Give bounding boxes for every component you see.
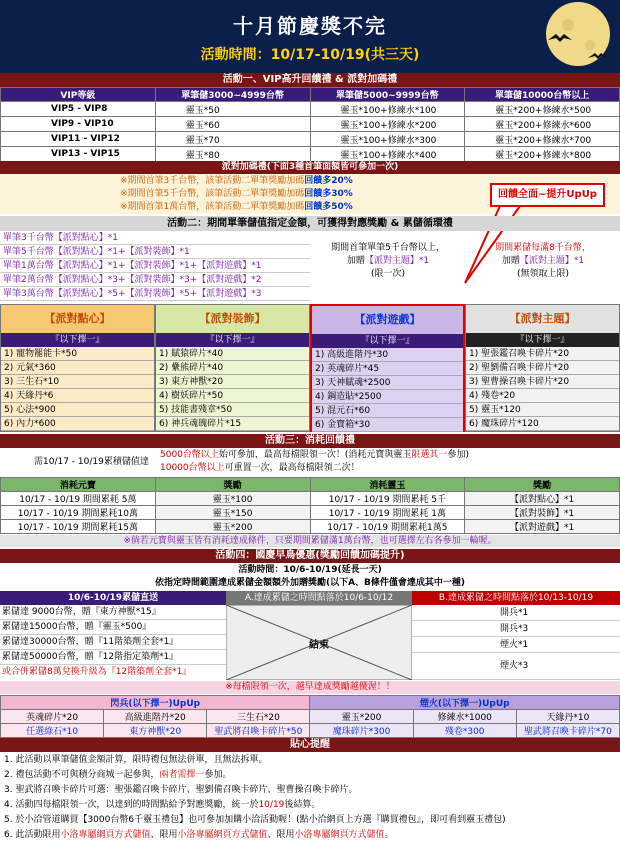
vip-row bbox=[1, 132, 620, 147]
note-text: 3. 聖武將召喚卡碎片可選：聖張鑑召喚卡碎片、聖劉備召喚卡碎片、聖曹操召喚卡碎片。 bbox=[4, 785, 358, 795]
upup-cell: 三生石*20 bbox=[207, 710, 310, 724]
vip-header-cell: 單筆儲5000~9999台幣 bbox=[310, 88, 465, 102]
upup-cell: 魔珠碎片*300 bbox=[310, 724, 413, 738]
consume-cell: 10/17 - 10/19 期間累耗15萬 bbox=[1, 520, 156, 534]
bonus-title: 派對加碼禮(下面3種首筆面額皆可參加一次) bbox=[0, 161, 620, 174]
vip-reward-cell: 靈玉*100+修練水*400 bbox=[310, 147, 465, 162]
act3-title: 活動三：消耗回饋禮 bbox=[0, 434, 620, 448]
card-title: 【派對點心】 bbox=[1, 305, 154, 333]
vip-level-cell: VIP13 - VIP15 bbox=[1, 147, 156, 162]
upup-cell: 天緣丹*10 bbox=[516, 710, 619, 724]
act2-reward-list bbox=[0, 231, 310, 303]
note-item bbox=[4, 798, 616, 813]
vip-level-cell: VIP9 - VIP10 bbox=[1, 117, 156, 132]
act4-a-header: A.達成累儲之時間點落於10/6-10/12 bbox=[226, 591, 412, 605]
note-item bbox=[4, 753, 616, 768]
vip-reward-cell: 靈玉*80 bbox=[155, 147, 310, 162]
card-item: 3) 聖曹操召喚卡碎片*20 bbox=[466, 375, 619, 389]
vip-header-row bbox=[1, 88, 620, 102]
consume-cell: 【派對遊戲】*1 bbox=[465, 520, 620, 534]
act2-reward-item: 單筆5千台幣【派對點心】*1+【派對裝飾】*1 bbox=[0, 245, 310, 259]
vip-header-cell: VIP等級 bbox=[1, 88, 156, 102]
note-text: 1. 此活動以單筆儲值金額計算，限時禮包無法併單，且無法拆單。 bbox=[4, 755, 268, 765]
note-item bbox=[4, 813, 616, 828]
vip-reward-cell: 靈玉*100+修練水*200 bbox=[310, 117, 465, 132]
card-1 bbox=[0, 304, 155, 432]
act4-b-list bbox=[412, 605, 620, 680]
bonus-item bbox=[120, 175, 353, 188]
callout-box: 回饋全面~提升UpUp bbox=[490, 183, 605, 207]
note-text: 後結算。 bbox=[284, 800, 321, 810]
card-2 bbox=[155, 304, 310, 432]
vip-reward-cell: 靈玉*60 bbox=[155, 117, 310, 132]
header-banner bbox=[0, 0, 620, 73]
upup-cell: 英魂碎片*20 bbox=[1, 710, 104, 724]
act4-direct-item: 累儲達50000台幣，贈『12階指定築劑*1』 bbox=[0, 650, 226, 665]
notes-title: 貼心提醒 bbox=[0, 738, 620, 752]
act4-combine-note: 或合併累儲8萬兌換升級為『12階築劑全套*1』 bbox=[2, 667, 192, 677]
act2-first-bonus bbox=[312, 242, 464, 281]
card-item: 5) 技能書殘章*50 bbox=[156, 403, 309, 417]
note-item bbox=[4, 783, 616, 798]
note-text: 10/19 bbox=[258, 800, 285, 810]
act4-direct-item: 累儲達 9000台幣，贈『東方神獸*15』 bbox=[0, 605, 226, 620]
card-subtitle: 『以下擇一』 bbox=[1, 333, 154, 347]
upup-cell: 修練水*1000 bbox=[413, 710, 516, 724]
vip-reward-cell: 靈玉*100+修練水*100 bbox=[310, 102, 465, 117]
upup-row bbox=[1, 710, 620, 724]
note-text: 、限用 bbox=[267, 830, 295, 840]
bonus-item bbox=[120, 201, 353, 214]
upup-row bbox=[1, 724, 620, 738]
card-item: 4) 天緣丹*6 bbox=[1, 389, 154, 403]
act3-rule-1-end: 參加) bbox=[447, 450, 469, 460]
upup-left-header: 閃兵(以下擇一)UpUp bbox=[1, 696, 310, 710]
bonus-text: ※期間首筆1萬台幣，該筆活動二單筆獎勵加碼 bbox=[120, 202, 305, 212]
consume-row bbox=[1, 506, 620, 520]
note-text: 。 bbox=[384, 830, 394, 840]
consume-row bbox=[1, 520, 620, 534]
consume-cell: 10/17 - 10/19 期間累耗 5萬 bbox=[1, 492, 156, 506]
act3-threshold-1: 5000台幣以上 bbox=[160, 450, 219, 460]
upup-table bbox=[0, 695, 620, 738]
note-text: 、限用 bbox=[150, 830, 178, 840]
act2-title: 活動二：期間單筆儲值指定金額，可獲得對應獎勵 & 累儲循環禮 bbox=[0, 216, 620, 231]
bonus-highlight: 回饋多20% bbox=[304, 176, 353, 186]
cumulative-bonus-line1: 期間累儲每滿8千台幣， bbox=[495, 243, 591, 253]
note-text: 小洛專屬網頁方式儲值 bbox=[177, 830, 268, 840]
card-item: 1) 賦猿碎片*40 bbox=[156, 347, 309, 361]
bonus-item bbox=[120, 188, 353, 201]
cumulative-bonus-limit: (無領取上限) bbox=[516, 269, 570, 279]
act2-reward-item: 單筆1萬台幣【派對點心】*1+【派對裝飾】*1+【派對遊戲】*1 bbox=[0, 259, 310, 273]
note-text: 2. 禮包活動不可與積分商城一起參與， bbox=[4, 770, 160, 780]
card-item: 4) 殘卷*20 bbox=[466, 389, 619, 403]
card-item: 3) 天神賦魂*2500 bbox=[312, 376, 463, 390]
act2-reward-item: 單筆2萬台幣【派對點心】*3+【派對裝飾】*3+【派對遊戲】*2 bbox=[0, 273, 310, 287]
act4-limit-note: ※每檔限領一次，越早達成獎勵越優渥！！ bbox=[0, 681, 620, 694]
consume-cell: 【派對點心】*1 bbox=[465, 492, 620, 506]
card-subtitle: 『以下擇一』 bbox=[312, 334, 463, 348]
vip-reward-cell: 靈玉*200+修練水*600 bbox=[465, 117, 620, 132]
act3-choose: 限選其一 bbox=[411, 450, 448, 460]
card-item: 2) 英魂碎片*45 bbox=[312, 362, 463, 376]
vip-reward-cell: 靈玉*200+修練水*700 bbox=[465, 132, 620, 147]
card-subtitle: 『以下擇一』 bbox=[466, 333, 619, 347]
vip-row bbox=[1, 102, 620, 117]
note-item bbox=[4, 828, 616, 843]
act4-desc: 依指定時間範圍達成累儲金額額外加贈獎勵(以下A、B條件僅會達成其中一種) bbox=[154, 578, 466, 588]
note-text: 兩者需擇一 bbox=[159, 770, 205, 780]
act2-cumulative-bonus bbox=[466, 242, 620, 281]
consume-header-row bbox=[1, 478, 620, 492]
act4-b-item: 煙火*3 bbox=[412, 653, 620, 680]
bonus-highlight: 回饋多30% bbox=[304, 189, 353, 199]
upup-cell: 任選綠石*10 bbox=[1, 724, 104, 738]
upup-cell: 高級進階丹*20 bbox=[104, 710, 207, 724]
act4-title: 活動四：國慶早鳥優惠(獎勵回饋加碼提升) bbox=[0, 549, 620, 563]
first-bonus-line1: 期間首筆單筆5千台幣以上， bbox=[331, 243, 445, 253]
card-item: 2) 聖劉備召喚卡碎片*20 bbox=[466, 361, 619, 375]
act3-threshold-2: 10000台幣以上 bbox=[160, 463, 225, 473]
act1-title: 活動一、VIP高升回饋禮 & 派對加碼禮 bbox=[0, 73, 620, 87]
vip-reward-cell: 靈玉*50 bbox=[155, 102, 310, 117]
upup-cell: 殘卷*300 bbox=[413, 724, 516, 738]
consume-header-cell: 消耗元寶 bbox=[1, 478, 156, 492]
moon-icon bbox=[528, 0, 620, 73]
page-title: 十月節慶獎不完 bbox=[233, 14, 387, 38]
note-text: 6. 此活動限用 bbox=[4, 830, 61, 840]
consume-cell: 靈玉*200 bbox=[155, 520, 310, 534]
act4-b-item: 煙火*1 bbox=[412, 637, 620, 653]
vip-reward-cell: 靈玉*200+修練水*500 bbox=[465, 102, 620, 117]
consume-cell: 10/17 - 10/19 期間累耗10萬 bbox=[1, 506, 156, 520]
note-text: 5. 於小洽管道購買【3000台幣6千靈玉禮包】也可參加加購小洽活動喔！(點小洽網頁上方選『購買禮包』，即可看到靈玉禮包) bbox=[4, 815, 506, 825]
card-4 bbox=[465, 304, 620, 432]
consume-cell: 【派對裝飾】*1 bbox=[465, 506, 620, 520]
card-item: 2) 元氣*360 bbox=[1, 361, 154, 375]
card-item: 1) 寵物罷能卡*50 bbox=[1, 347, 154, 361]
upup-header-row bbox=[1, 696, 620, 710]
card-item: 6) 金寶箱*30 bbox=[312, 418, 463, 432]
cumulative-bonus-item: 【派對主題】*1 bbox=[519, 256, 585, 266]
first-bonus-give: 加贈 bbox=[346, 256, 365, 266]
card-item: 2) 纍熊碎片*40 bbox=[156, 361, 309, 375]
event-period: 活動時間：10/17-10/19(共三天) bbox=[200, 47, 420, 63]
act4-direct-item: 累儲達30000台幣，贈『11階築劑全套*1』 bbox=[0, 635, 226, 650]
consume-header-cell: 獎勵 bbox=[155, 478, 310, 492]
consume-header-cell: 獎勵 bbox=[465, 478, 620, 492]
cumulative-bonus-give: 加贈 bbox=[501, 256, 520, 266]
vip-level-cell: VIP5 - VIP8 bbox=[1, 102, 156, 117]
card-title: 【派對裝飾】 bbox=[156, 305, 309, 333]
card-item: 5) 靈玉*120 bbox=[466, 403, 619, 417]
card-item: 3) 三生石*10 bbox=[1, 375, 154, 389]
act3-intro bbox=[0, 449, 620, 477]
act4-b-item: 開兵*1 bbox=[412, 605, 620, 621]
card-items bbox=[1, 347, 154, 431]
act4-direct-item: 累儲達15000台幣，贈『靈玉*500』 bbox=[0, 620, 226, 635]
upup-right-header: 煙火(以下擇一)UpUp bbox=[310, 696, 620, 710]
card-item: 6) 魔珠碎片*120 bbox=[466, 417, 619, 431]
act3-rule-2: 可重置一次，最高每檔限領二次！ bbox=[224, 463, 360, 473]
act4-direct-header: 10/6-10/19累儲直送 bbox=[0, 591, 226, 605]
act4-b-item: 開兵*3 bbox=[412, 621, 620, 637]
vip-header-cell: 單筆儲3000~4999台幣 bbox=[155, 88, 310, 102]
card-items bbox=[466, 347, 619, 431]
note-text: 參加。 bbox=[204, 770, 232, 780]
first-bonus-item: 【派對主題】*1 bbox=[364, 256, 430, 266]
first-bonus-limit: (限一次) bbox=[370, 269, 406, 279]
act2-reward-item: 單筆3萬台幣【派對點心】*5+【派對裝飾】*5+【派對遊戲】*3 bbox=[0, 287, 310, 301]
card-subtitle: 『以下擇一』 bbox=[156, 333, 309, 347]
card-title: 【派對主題】 bbox=[466, 305, 619, 333]
note-text: 小洛專屬網頁方式儲值 bbox=[294, 830, 385, 840]
vip-reward-cell: 靈玉*70 bbox=[155, 132, 310, 147]
consume-cell: 10/17 - 10/19 期間累耗 1萬 bbox=[310, 506, 465, 520]
consume-row bbox=[1, 492, 620, 506]
act3-intro-prefix: 需10/17 - 10/19累積儲值達 bbox=[34, 457, 149, 467]
vip-table bbox=[0, 87, 620, 162]
card-item: 4) 鋼造貼*2500 bbox=[312, 390, 463, 404]
bonus-text: ※期間首筆5千台幣，該筆活動二單筆獎勵加碼 bbox=[120, 189, 305, 199]
card-item: 4) 樹妖碎片*50 bbox=[156, 389, 309, 403]
card-items bbox=[312, 348, 463, 432]
act4-b-header: B.達成累儲之時間點落於10/13-10/19 bbox=[412, 591, 620, 605]
card-3 bbox=[310, 304, 465, 432]
card-item: 3) 東方神獸*20 bbox=[156, 375, 309, 389]
consume-cell: 靈玉*150 bbox=[155, 506, 310, 520]
act3-note: ※倘若元寶與靈玉皆有消耗達成條件，只要期間累儲滿1萬台幣，也可選擇左右各參加一輪喔。 bbox=[0, 535, 620, 547]
bonus-text: ※期間首筆3千台幣，該筆活動二單筆獎勵加碼 bbox=[120, 176, 305, 186]
act4-a-ended: 結束 bbox=[309, 640, 329, 651]
act2-reward-item: 單筆3千台幣【派對點心】*1 bbox=[0, 231, 310, 245]
card-items bbox=[156, 347, 309, 431]
card-item: 5) 心法*900 bbox=[1, 403, 154, 417]
vip-row bbox=[1, 147, 620, 162]
upup-cell: 聖武將召喚卡碎片*70 bbox=[516, 724, 619, 738]
upup-cell: 東方神獸*20 bbox=[104, 724, 207, 738]
act3-rule-1: 始可參加，最高每檔限領一次！(消耗元寶與靈玉 bbox=[218, 450, 412, 460]
vip-reward-cell: 靈玉*100+修練水*300 bbox=[310, 132, 465, 147]
card-item: 5) 混元石*60 bbox=[312, 404, 463, 418]
card-item: 6) 內力*600 bbox=[1, 417, 154, 431]
upup-cell: 聖武將召喚卡碎片*50 bbox=[207, 724, 310, 738]
vip-header-cell: 單筆儲10000台幣以上 bbox=[465, 88, 620, 102]
card-item: 1) 高級進階丹*30 bbox=[312, 348, 463, 362]
consume-cell: 10/17 - 10/19 期間累耗1萬5 bbox=[310, 520, 465, 534]
act4-time: 活動時間：10/6-10/19(延長一天) bbox=[238, 565, 382, 575]
vip-row bbox=[1, 117, 620, 132]
vip-level-cell: VIP11 - VIP12 bbox=[1, 132, 156, 147]
vip-reward-cell: 靈玉*200+修練水*800 bbox=[465, 147, 620, 162]
act4-direct-list bbox=[0, 591, 226, 680]
note-text: 4. 活動四每檔限領一次，以達到的時間點給予對應獎勵，統一於 bbox=[4, 800, 259, 810]
card-item: 6) 神兵魂魄碎片*15 bbox=[156, 417, 309, 431]
consume-cell: 靈玉*100 bbox=[155, 492, 310, 506]
act4-info bbox=[0, 564, 620, 590]
note-item bbox=[4, 768, 616, 783]
consume-table bbox=[0, 477, 620, 534]
notes-list bbox=[4, 753, 616, 843]
note-text: 小洛專屬網頁方式儲值 bbox=[60, 830, 151, 840]
upup-cell: 靈玉*200 bbox=[310, 710, 413, 724]
bonus-highlight: 回饋多50% bbox=[304, 202, 353, 212]
consume-header-cell: 消耗靈玉 bbox=[310, 478, 465, 492]
card-item: 1) 聖張鑑召喚卡碎片*20 bbox=[466, 347, 619, 361]
consume-cell: 10/17 - 10/19 期間累耗 5千 bbox=[310, 492, 465, 506]
card-title: 【派對遊戲】 bbox=[312, 306, 463, 334]
